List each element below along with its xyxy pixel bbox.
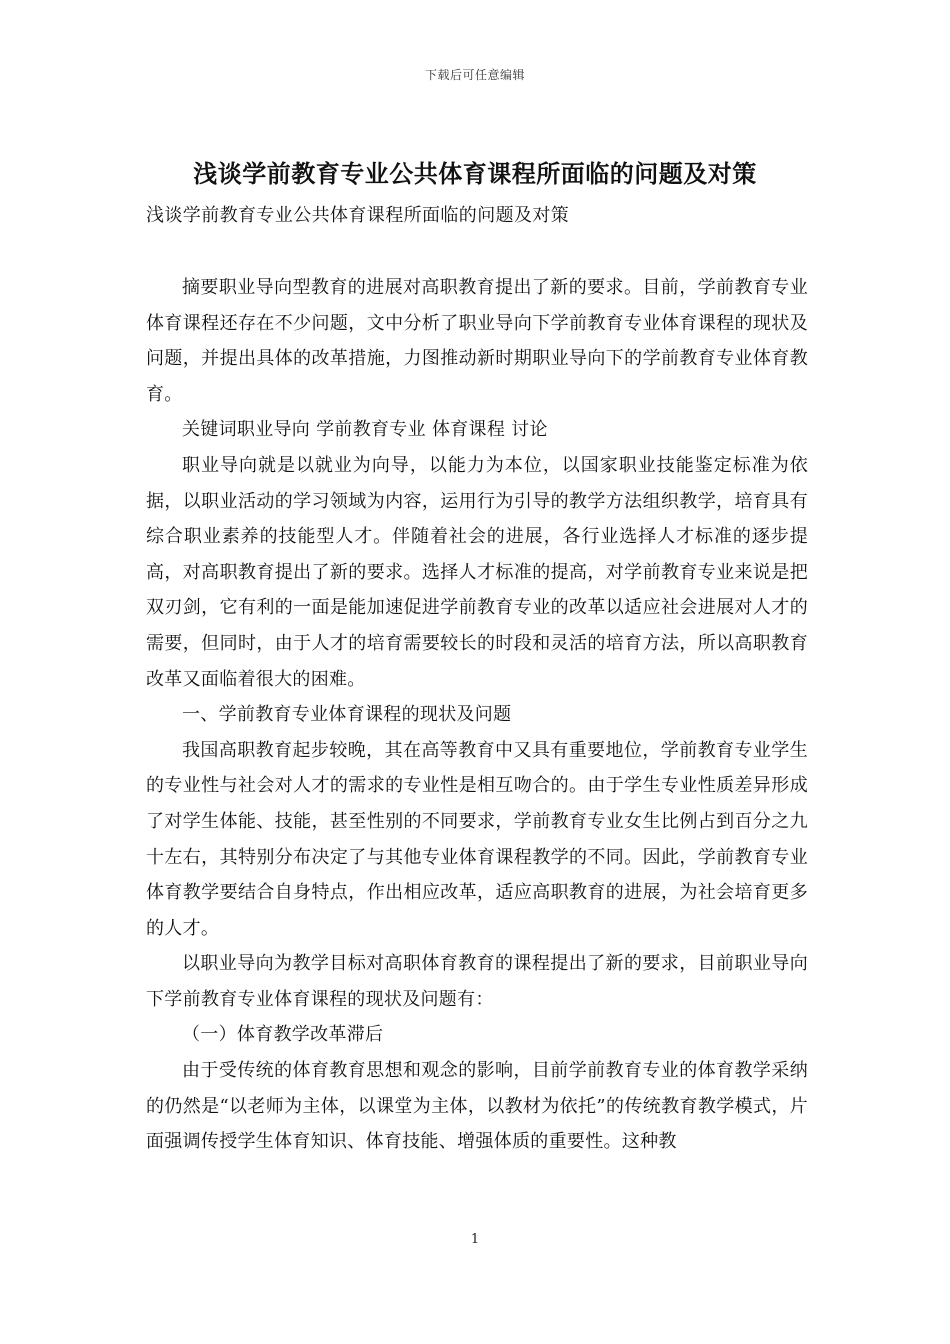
page-number: 1 [470,1232,480,1247]
header-note: 下载后可任意编辑 [424,68,525,82]
body-paragraph: 以职业导向为教学目标对高职体育教育的课程提出了新的要求，目前职业导向下学前教育专业体育课程的现状及问题有： [146,953,808,1010]
document-subtitle: 浅谈学前教育专业公共体育课程所面临的问题及对策 [146,205,570,226]
section-heading-1: 一、学前教育专业体育课程的现状及问题 [182,704,512,726]
keywords-paragraph: 关键词职业导向 学前教育专业 体育课程 讨论 [182,419,548,441]
document-body [146,270,808,1160]
intro-paragraph: 职业导向就是以就业为向导，以能力为本位，以国家职业技能鉴定标准为依据，以职业活动的学习领域为内容，运用行为引导的教学方法组织教学，培育具有综合职业素养的技能型人才。伴随着社会的进展，各行业选择人才标准的逐步提高，对高职教育提出了新的要求。选择人才标准的提高，对学前教育专业来说是把双刃剑，它有利的一面是能加速促进学前教育专业的改革以适应社会进展对人才的需要，但同时，由于人才的培育需要较长的时段和灵活的培育方法，所以高职教育改革又面临着很大的困难。 [146,454,808,690]
subsection-heading-1: （一）体育教学改革滞后 [182,1024,384,1046]
abstract-paragraph: 摘要职业导向型教育的进展对高职教育提出了新的要求。目前，学前教育专业体育课程还存在不少问题，文中分析了职业导向下学前教育专业体育课程的现状及问题，并提出具体的改革措施，力图推动新时期职业导向下的学前教育专业体育教育。 [146,277,808,405]
body-paragraph: 由于受传统的体育教育思想和观念的影响，目前学前教育专业的体育教学采纳的仍然是“以老师为主体，以课堂为主体，以教材为依托”的传统教育教学模式，片面强调传授学生体育知识、体育技能、增强体质的重要性。这种教 [146,1060,808,1153]
document-title: 浅谈学前教育专业公共体育课程所面临的问题及对策 [193,159,757,188]
body-paragraph: 我国高职教育起步较晚，其在高等教育中又具有重要地位，学前教育专业学生的专业性与社会对人才的需求的专业性是相互吻合的。由于学生专业性质差异形成了对学生体能、技能，甚至性别的不同要求，学前教育专业女生比例占到百分之九十左右，其特别分布决定了与其他专业体育课程教学的不同。因此，学前教育专业体育教学要结合自身特点，作出相应改革，适应高职教育的进展，为社会培育更多的人才。 [146,739,808,939]
